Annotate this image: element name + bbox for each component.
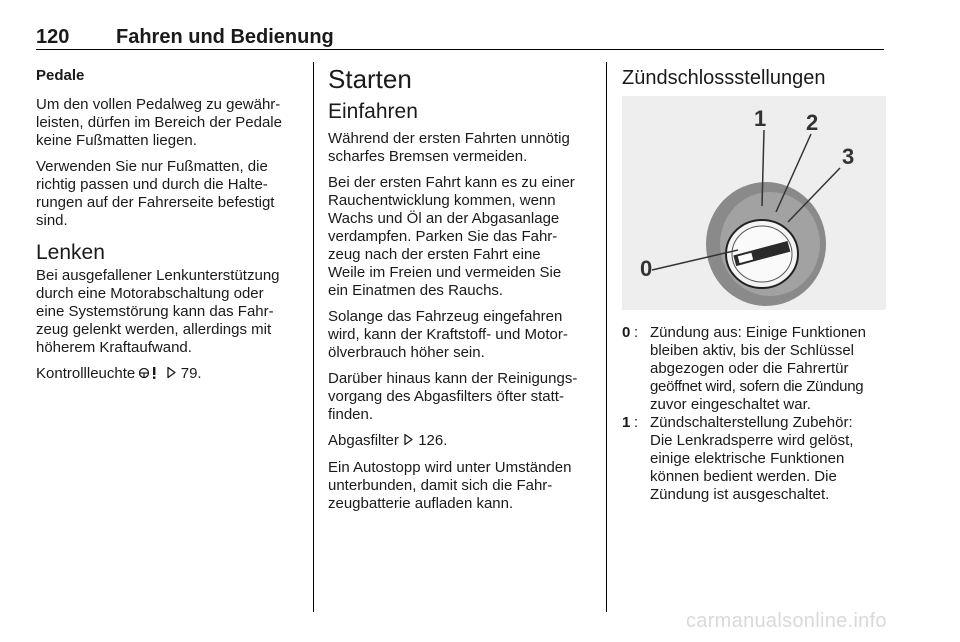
heading-lenken: Lenken — [36, 241, 105, 264]
abgasfilter-page-ref[interactable]: 126. — [418, 432, 448, 449]
abgasfilter-line — [328, 432, 594, 451]
item-number: 0 — [622, 324, 631, 341]
ignition-switch-illustration — [622, 96, 886, 310]
item-number: 1 — [622, 414, 631, 431]
ignition-position-item: 1 : Zündschalterstellung Zubehör: Die Lenkradsperre wird gelöst, einige elektrische Funktionen können bedient werden. Die Zündung ist ausgeschaltet. — [622, 414, 854, 503]
reference-arrow-icon — [403, 433, 414, 451]
column-divider-2 — [606, 62, 607, 612]
watermark: carmanualsonline.info — [686, 610, 887, 632]
heading-starten: Starten — [328, 64, 412, 94]
section-title: Fahren und Bedienung — [116, 26, 334, 48]
heading-zuendschloss: Zündschlossstellungen — [622, 67, 826, 89]
einfahren-paragraph-5: Ein Autostopp wird unter Umständen unterbunden, damit sich die Fahr- zeugbatterie aufladen kann. — [328, 459, 572, 512]
column-middle — [328, 62, 594, 521]
steering-warning-light-icon — [139, 366, 161, 385]
lenken-paragraph: Bei ausgefallener Lenkunterstützung durch eine Motorabschaltung oder eine Systemstörung kann das Fahr- zeug gelenkt werden, allerdings mit höherem Kraftaufwand. — [36, 267, 280, 356]
einfahren-paragraph-1: Während der ersten Fahrten unnötig scharfes Bremsen vermeiden. — [328, 130, 570, 165]
kontrollleuchte-page-ref[interactable]: 79. — [180, 365, 202, 382]
column-right — [622, 62, 886, 504]
figure-label-0: 0 — [640, 256, 653, 281]
figure-label-2: 2 — [806, 110, 819, 135]
ignition-position-item: 0 : Zündung aus: Einige Funktionen bleiben aktiv, bis der Schlüssel abgezogen oder die Fahrertür geöffnet wird, sofern die Zündung zuvor eingeschaltet war. — [622, 324, 866, 413]
page-number: 120 — [36, 26, 70, 48]
abgasfilter-text: Abgasfilter — [328, 432, 399, 449]
reference-arrow-icon — [166, 366, 177, 384]
column-divider-1 — [313, 62, 314, 612]
figure-label-3: 3 — [842, 144, 855, 169]
einfahren-paragraph-2: Bei der ersten Fahrt kann es zu einer Rauchentwicklung kommen, wenn Wachs und Öl an der Abgasanlage verdampfen. Parken Sie das Fahr- zeug nach der ersten Fahrt eine Weile im Freien und vermeiden Sie ein Einatmen des Rauchs. — [328, 174, 575, 299]
column-left — [36, 62, 298, 393]
pedale-paragraph-2: Verwenden Sie nur Fußmatten, die richtig passen und durch die Halte- rungen auf der Fahrerseite befestigt sind. — [36, 158, 275, 229]
kontrollleuchte-line — [36, 365, 298, 385]
einfahren-paragraph-4: Darüber hinaus kann der Reinigungs- vorgang des Abgasfilters öfter statt- finden. — [328, 370, 578, 423]
kontrollleuchte-text: Kontrollleuchte — [36, 365, 136, 382]
einfahren-paragraph-3: Solange das Fahrzeug eingefahren wird, kann der Kraftstoff- und Motor- ölverbrauch höher sein. — [328, 308, 568, 361]
figure-label-1: 1 — [754, 106, 767, 131]
heading-einfahren: Einfahren — [328, 100, 418, 123]
page-header — [36, 26, 884, 50]
ignition-switch-figure — [622, 96, 886, 310]
heading-pedale: Pedale — [36, 67, 85, 84]
pedale-paragraph-1: Um den vollen Pedalweg zu gewähr- leisten, dürfen im Bereich der Pedale keine Fußmatten liegen. — [36, 96, 282, 149]
